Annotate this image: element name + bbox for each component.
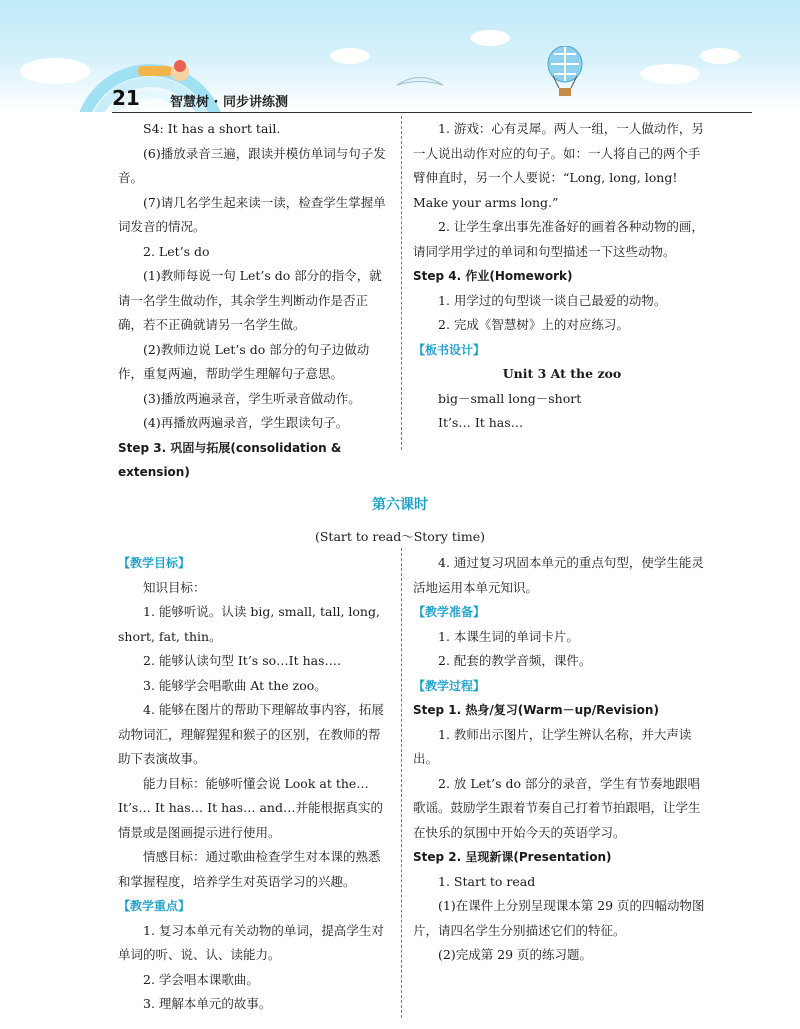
cloud-decoration bbox=[640, 64, 700, 84]
paragraph: big－small long－short bbox=[438, 390, 582, 406]
lesson-title: 第六课时 bbox=[372, 497, 428, 513]
hot-air-balloon-icon bbox=[545, 46, 585, 102]
paragraph: 1. 本课生词的单词卡片。 bbox=[438, 628, 579, 644]
page-number: 21 bbox=[112, 86, 140, 110]
paragraph: 2. 完成《智慧树》上的对应练习。 bbox=[438, 317, 629, 332]
paragraph: 3. 能够学会唱歌曲 At the zoo。 bbox=[143, 677, 327, 693]
paragraph: 2. 放 Let’s do 部分的录音，学生有节奏地跟唱歌谣。鼓励学生跟着节奏自己打着节拍跟唱，让学生在快乐的氛围中开始今天的英语学习。 bbox=[413, 775, 701, 840]
paragraph: (7)请几名学生起来读一读，检查学生掌握单词发音的情况。 bbox=[118, 194, 386, 234]
top-left-column bbox=[118, 117, 390, 485]
step-heading: Step 2. 呈现新课(Presentation) bbox=[413, 850, 612, 864]
telescope-kid-icon bbox=[130, 52, 200, 92]
cloud-decoration bbox=[700, 48, 740, 64]
step-heading: Step 3. 巩固与拓展(consolidation & extension) bbox=[118, 440, 342, 479]
paragraph: 2. Let’s do bbox=[143, 243, 210, 259]
cloud-decoration bbox=[330, 48, 370, 64]
section-tag: 【教学准备】 bbox=[413, 605, 486, 619]
paragraph: (4)再播放两遍录音，学生跟读句子。 bbox=[143, 415, 349, 430]
paragraph: 2. 让学生拿出事先准备好的画着各种动物的画，请同学用学过的单词和句型描述一下这些动物。 bbox=[413, 219, 704, 259]
step-heading: Step 4. 作业(Homework) bbox=[413, 269, 573, 283]
paragraph: S4: It has a short tail. bbox=[143, 121, 281, 136]
column-divider bbox=[401, 116, 402, 450]
book-title: 智慧树 · 同步讲练测 bbox=[170, 95, 288, 110]
paragraph: 1. 能够听说。认读 big, small, tall, long, short, fat, thin。 bbox=[118, 604, 380, 644]
paragraph: 能力目标：能够听懂会说 Look at the… It’s… It has… It has… and…并能根据真实的情景或是图画提示进行使用。 bbox=[118, 775, 383, 840]
paragraph: (2)完成第 29 页的练习题。 bbox=[438, 947, 593, 962]
paragraph: (6)播放录音三遍，跟读并模仿单词与句子发音。 bbox=[118, 145, 386, 185]
paragraph: (3)播放两遍录音，学生听录音做动作。 bbox=[143, 390, 361, 406]
paragraph: 1. 游戏：心有灵犀。两人一组，一人做动作，另一人说出动作对应的句子。如：一人将自己的两个手臂伸直时，另一个人要说：“Long, long, long! Make your arms long.” bbox=[413, 121, 704, 210]
paragraph: 2. 配套的教学音频，课件。 bbox=[438, 653, 592, 668]
paragraph: Unit 3 At the zoo bbox=[502, 366, 622, 381]
lesson-subtitle: (Start to read～Story time) bbox=[314, 529, 485, 544]
paragraph: 1. 复习本单元有关动物的单词，提高学生对单词的听、说、认、读能力。 bbox=[118, 922, 384, 962]
paragraph: 1. Start to read bbox=[438, 873, 536, 889]
paragraph: 1. 教师出示图片，让学生辨认名称，并大声读出。 bbox=[413, 726, 692, 766]
bottom-left-column bbox=[118, 551, 390, 1017]
paragraph: 知识目标： bbox=[143, 579, 206, 595]
paragraph: 4. 通过复习巩固本单元的重点句型，使学生能灵活地运用本单元知识。 bbox=[413, 555, 704, 595]
section-tag: 【教学过程】 bbox=[413, 678, 486, 693]
section-tag: 【板书设计】 bbox=[413, 342, 486, 357]
section-tag: 【教学重点】 bbox=[118, 899, 191, 913]
paragraph: 2. 学会唱本课歌曲。 bbox=[143, 971, 259, 987]
paragraph: (1)在课件上分别呈现课本第 29 页的四幅动物图片，请四名学生分别描述它们的特征。 bbox=[413, 898, 705, 938]
header-rule bbox=[112, 112, 752, 113]
paragraph: 3. 理解本单元的故事。 bbox=[143, 996, 272, 1011]
bottom-right-column bbox=[413, 551, 711, 968]
paragraph: It’s… It has… bbox=[438, 415, 524, 430]
paragraph: 情感目标：通过歌曲检查学生对本课的熟悉和掌握程度，培养学生对英语学习的兴趣。 bbox=[118, 849, 381, 889]
paragraph: (1)教师每说一句 Let’s do 部分的指令，就请一名学生做动作，其余学生判断动作是否正确，若不正确就请另一名学生做。 bbox=[118, 268, 382, 332]
section-tag: 【教学目标】 bbox=[118, 556, 191, 570]
paragraph: (2)教师边说 Let’s do 部分的句子边做动作，重复两遍，帮助学生理解句子意思。 bbox=[118, 341, 370, 381]
paragraph: 1. 用学过的句型谈一谈自己最爱的动物。 bbox=[438, 292, 667, 308]
cloud-decoration bbox=[470, 30, 510, 46]
column-divider bbox=[401, 548, 402, 1018]
step-heading: Step 1. 热身/复习(Warm－up/Revision) bbox=[413, 703, 659, 717]
paragraph: 4. 能够在图片的帮助下理解故事内容，拓展动物词汇，理解猩猩和猴子的区别，在教师的帮助下表演故事。 bbox=[118, 702, 384, 766]
bird-icon bbox=[395, 70, 445, 100]
top-right-column bbox=[413, 117, 711, 436]
header-banner bbox=[0, 0, 800, 112]
paragraph: 2. 能够认读句型 It’s so…It has…. bbox=[143, 653, 341, 668]
